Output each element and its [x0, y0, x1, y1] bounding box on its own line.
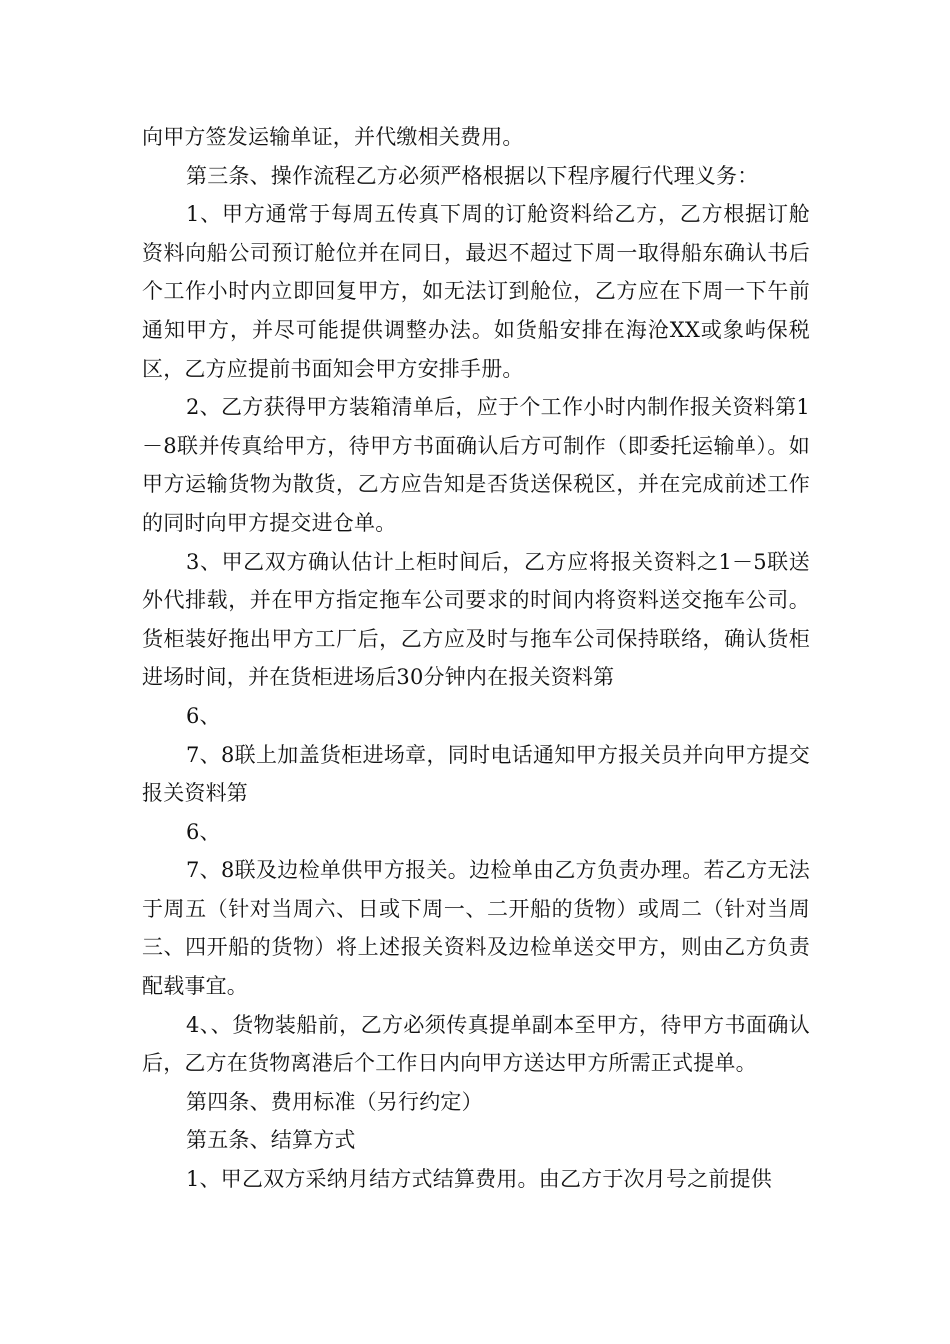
paragraph-fragment-6a: 6、	[186, 703, 221, 728]
paragraph-fragment-6b: 6、	[186, 819, 221, 844]
paragraph-item-2: 2、乙方获得甲方装箱清单后，应于个工作小时内制作报关资料第1－8联并传真给甲方，待甲方书面确认后方可制作（即委托运输单）。如甲方运输货物为散货，乙方应告知是否货送保税区，并在完成前述工作的同时向甲方提交进仓单。	[142, 395, 810, 535]
document-body	[142, 118, 810, 1199]
paragraph-article-3-heading: 第三条、操作流程乙方必须严格根据以下程序履行代理义务：	[186, 163, 759, 188]
paragraph-article-5-heading: 第五条、结算方式	[186, 1128, 356, 1153]
paragraph-article-4-heading: 第四条、费用标准（另行约定）	[186, 1089, 483, 1114]
paragraph-fragment-7b: 7、8联及边检单供甲方报关。边检单由乙方负责办理。若乙方无法于周五（针对当周六、日或下周一、二开船的货物）或周二（针对当周三、四开船的货物）将上述报关资料及边检单送交甲方，则由乙方负责配载事宜。	[142, 858, 810, 999]
paragraph-continuation: 向甲方签发运输单证，并代缴相关费用。	[142, 125, 524, 149]
paragraph-article-5-item-1: 1、甲乙双方采纳月结方式结算费用。由乙方于次月号之前提供	[186, 1167, 772, 1192]
paragraph-item-4: 4、、货物装船前，乙方必须传真提单副本至甲方，待甲方书面确认后，乙方在货物离港后个工作日内向甲方送达甲方所需正式提单。	[142, 1012, 810, 1076]
paragraph-fragment-7a: 7、8联上加盖货柜进场章，同时电话通知甲方报关员并向甲方提交报关资料第	[142, 742, 810, 806]
paragraph-item-1: 1、甲方通常于每周五传真下周的订舱资料给乙方，乙方根据订舱资料向船公司预订舱位并在同日，最迟不超过下周一取得船东确认书后个工作小时内立即回复甲方，如无法订到舱位，乙方应在下周一下午前通知甲方，并尽可能提供调整办法。如货船安排在海沧XX或象屿保税区，乙方应提前书面知会甲方安排手册。	[142, 202, 810, 381]
paragraph-item-3: 3、甲乙双方确认估计上柜时间后，乙方应将报关资料之1－5联送外代排载，并在甲方指定拖车公司要求的时间内将资料送交拖车公司。货柜装好拖出甲方工厂后，乙方应及时与拖车公司保持联络，确认货柜进场时间，并在货柜进场后30分钟内在报关资料第	[142, 549, 810, 690]
